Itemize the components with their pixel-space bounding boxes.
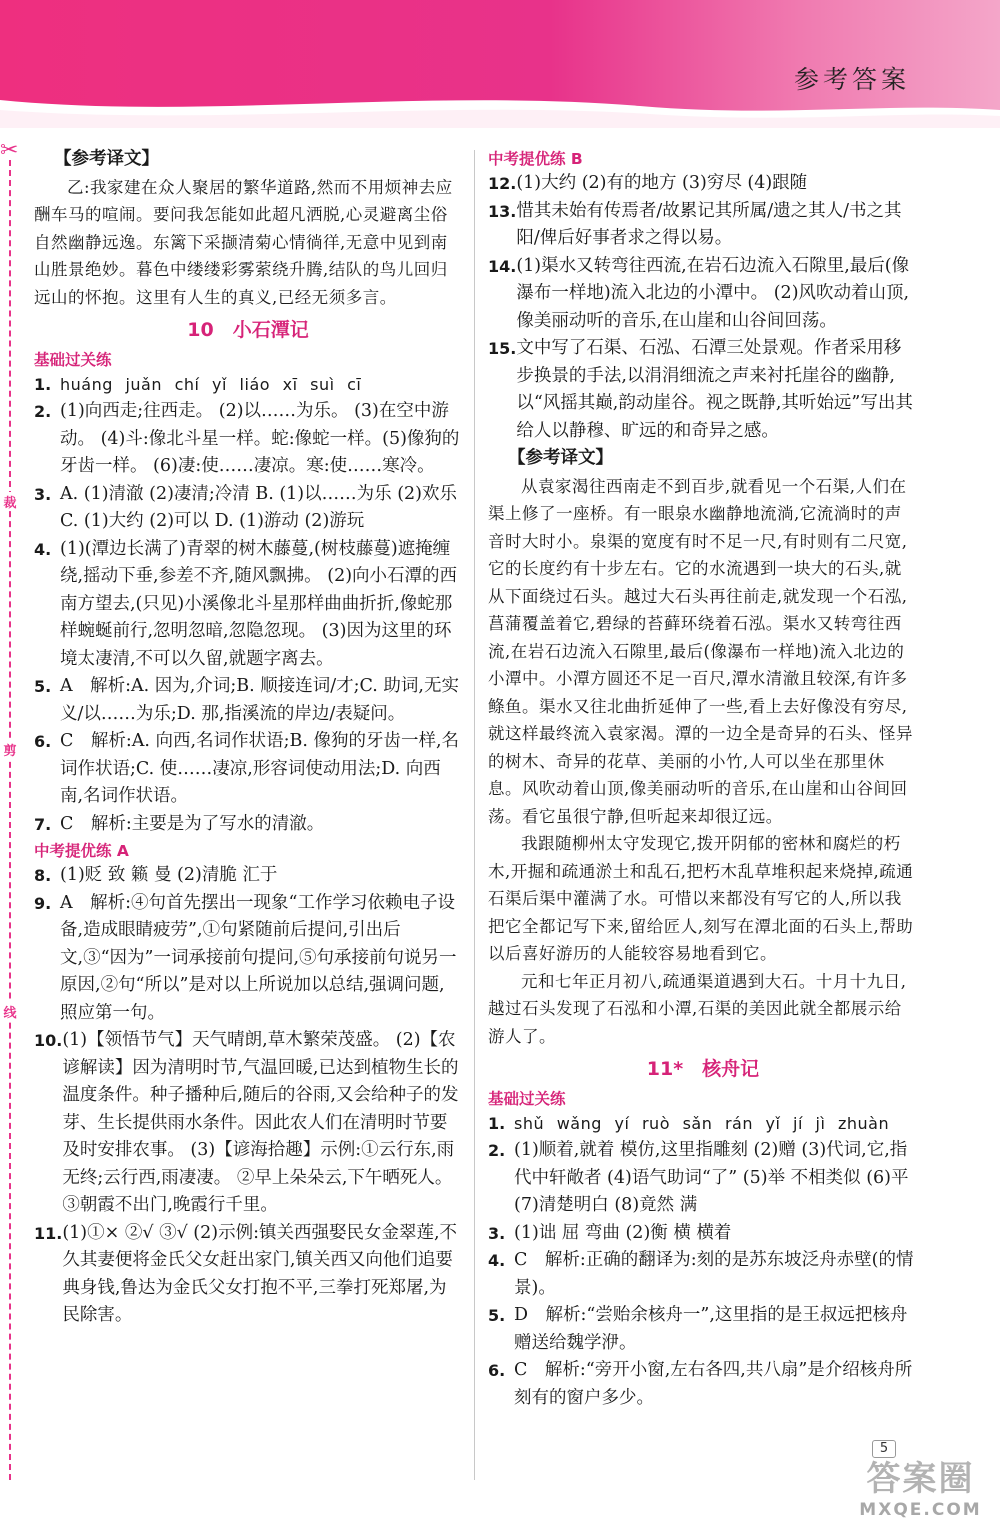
section-advanced-b: 中考提优练 B xyxy=(488,150,583,168)
watermark-logo: 答案圈 xyxy=(866,1459,975,1499)
item-text: C 解析:“旁开小窗,左右各四,共八扇”是介绍核舟所刻有的窗户多少。 xyxy=(514,1360,913,1408)
item-text: (1)顺着,就着 模仿,这里指雕刻 (2)赠 (3)代词,它,指代中轩敞者 (4)语气助词“了” (5)举 不相类似 (6)平 (7)清楚明白 (8)竟然 满 xyxy=(514,1140,909,1215)
item-number: 11. xyxy=(34,1223,63,1243)
watermark-url: MXQE.COM xyxy=(859,1500,982,1520)
right-column xyxy=(488,146,918,1412)
answer-item xyxy=(34,398,462,481)
answer-item xyxy=(34,536,462,674)
item-text: A. (1)清澈 (2)凄清;冷清 B. (1)以……为乐 (2)欢乐 C. (1)大约 (2)可以 D. (1)游动 (2)游玩 xyxy=(60,483,457,531)
item-number: 5. xyxy=(34,677,52,696)
item-text: A 解析:④句首先摆出一现象“工作学习依赖电子设备,造成眼睛疲劳”,①句紧随前后提问,引出后文,③“因为”一词承接前句提问,⑤句承接前句说另一原因,②句“所以”是对以上所说加以总结,强调问题,照应第一句。 xyxy=(60,892,457,1023)
watermark xyxy=(848,1458,993,1528)
item-number: 10. xyxy=(34,1031,63,1050)
answer-item xyxy=(488,1137,918,1220)
item-number: 4. xyxy=(488,1251,506,1270)
page-header xyxy=(0,0,1000,128)
answer-item xyxy=(34,1220,462,1330)
item-text: (1)贬 致 籁 曼 (2)清脆 汇于 xyxy=(60,865,278,885)
lesson-10-title: 10 小石潭记 xyxy=(187,319,309,341)
item-number: 5. xyxy=(488,1306,506,1325)
reference-translation-label: 【参考译文】 xyxy=(54,149,159,169)
item-number: 14. xyxy=(488,256,517,276)
cut-mark-xian: 线 xyxy=(1,1002,19,1021)
item-number: 13. xyxy=(488,201,517,221)
item-text: A 解析:A. 因为,介词;B. 顺接连词/才;C. 助词,无实义/以……为乐;D. 那,指溪流的岸边/表疑问。 xyxy=(60,676,459,724)
answer-item xyxy=(488,1247,918,1302)
cut-mark-jian: 剪 xyxy=(1,740,19,759)
item-number: 9. xyxy=(34,893,52,913)
item-text: D 解析:“尝贻余核舟一”,这里指的是王叔远把核舟赠送给魏学洢。 xyxy=(514,1305,908,1353)
item-text: (1)诎 屈 弯曲 (2)衡 横 横着 xyxy=(514,1222,732,1243)
answer-item xyxy=(34,862,462,890)
answer-item xyxy=(488,198,918,253)
item-number: 15. xyxy=(488,339,517,358)
item-number: 1. xyxy=(488,1113,506,1133)
answer-item xyxy=(34,371,462,399)
reference-translation-text: 元和七年正月初八,疏通渠道遇到大石。十月十九日,越过石头发现了石泓和小潭,石渠的美因此就全都展示给游人了。 xyxy=(488,971,907,1046)
section-basic-practice: 基础过关练 xyxy=(488,1089,566,1108)
item-text: huáng juǎn chí yǐ liáo xī suì cī xyxy=(60,374,362,394)
item-text: (1)渠水又转弯往西流,在岩石边流入石隙里,最后(像瀑布一样地)流入北边的小潭中。 (2)风吹动着山顶,像美丽动听的音乐,在山崖和山谷间回荡。 xyxy=(516,255,910,331)
item-number: 12. xyxy=(488,174,517,193)
lesson-11-title: 11* 核舟记 xyxy=(646,1058,760,1080)
item-number: 7. xyxy=(34,814,52,834)
reference-translation-label: 【参考译文】 xyxy=(508,448,613,468)
item-number: 1. xyxy=(34,374,52,394)
answer-item xyxy=(488,335,918,445)
answer-item xyxy=(488,1302,918,1357)
item-text: (1)①× ②√ ③√ (2)示例:镇关西强娶民女金翠莲,不久其妻便将金氏父女赶出家门,镇关西又向他们追要典身钱,鲁达为金氏父女打抱不平,三拳打死郑屠,为民除害。 xyxy=(62,1222,458,1325)
section-basic-practice: 基础过关练 xyxy=(34,350,112,369)
item-text: (1)大约 (2)有的地方 (3)穷尽 (4)跟随 xyxy=(516,173,808,193)
item-text: C 解析:正确的翻译为:刻的是苏东坡泛舟赤壁(的情景)。 xyxy=(514,1250,914,1298)
item-text: 文中写了石渠、石泓、石潭三处景观。作者采用移步换景的手法,以涓涓细流之声来衬托崖谷的幽静,以“风摇其巅,韵动崖谷。视之既静,其听始远”写出其给人以静穆、旷远的和奇异之感。 xyxy=(516,338,913,441)
item-number: 4. xyxy=(34,539,52,559)
header-title: 参考答案 xyxy=(793,65,910,94)
reference-translation-text: 从袁家渴往西南走不到百步,就看见一个石渠,人们在渠上修了一座桥。有一眼泉水幽静地流淌,它流淌时的声音时大时小。泉渠的宽度有时不足一尺,有时则有二尺宽,它的长度约有十步左右。它的水流遇到一块大的石头,就从下面绕过石头。越过大石头再往前走,就发现一个石泓,菖蒲覆盖着它,碧绿的苔藓环绕着石泓。渠水又转弯往西流,在岩石边流入石隙里,最后(像瀑布一样地)流入北边的小潭中。小潭方圆还不足一百尺,潭水清澈且较深,有许多鲦鱼。渠水又往北曲折延伸了一些,看上去好像没有穷尽,就这样最终流入袁家渴。潭的一边全是奇异的石头、怪异的树木、奇异的花草、美丽的小竹,人可以坐在那里休息。风吹动着山顶,像美丽动听的音乐,在山崖和山谷间回荡。看它虽很宁静,但听起来却很辽远。 xyxy=(488,476,913,826)
item-text: 惜其未始有传焉者/故累记其所属/遗之其人/书之其阳/俾后好事者求之得以易。 xyxy=(516,200,902,248)
scissors-icon: ✂ xyxy=(0,138,19,163)
item-text: (1)向西走;往西走。 (2)以……为乐。 (3)在空中游动。 (4)斗:像北斗星一样。蛇:像蛇一样。(5)像狗的牙齿一样。 (6)凄:使……凄凉。寒:使……寒冷。 xyxy=(60,401,460,476)
item-text: (1)(潭边长满了)青翠的树木藤蔓,(树枝藤蔓)遮掩缠绕,摇动下垂,参差不齐,随风飘拂。 (2)向小石潭的西南方望去,(只见)小溪像北斗星那样曲曲折折,像蛇那样蜿蜒前行,忽明忽暗,忽隐忽现。 (3)因为这里的环境太凄清,不可以久留,就题字离去。 xyxy=(60,538,458,669)
item-number: 8. xyxy=(34,866,52,885)
answer-item xyxy=(488,1110,918,1138)
answer-item xyxy=(34,811,462,839)
answer-item xyxy=(488,1220,918,1248)
answer-item xyxy=(34,728,462,811)
item-number: 2. xyxy=(488,1141,506,1160)
item-number: 6. xyxy=(488,1361,506,1380)
item-number: 2. xyxy=(34,402,52,421)
item-text: C 解析:A. 向西,名词作状语;B. 像狗的牙齿一样,名词作状语;C. 使……凄凉,形容词使动用法;D. 向西南,名词作状语。 xyxy=(60,731,460,806)
section-advanced-a: 中考提优练 A xyxy=(34,842,129,860)
answer-item xyxy=(488,170,918,198)
answer-item xyxy=(34,890,462,1028)
answer-item xyxy=(34,673,462,728)
reference-translation-text: 我跟随柳州太守发现它,拨开阴郁的密林和腐烂的朽木,开掘和疏通淤土和乱石,把朽木乱草堆积起来烧掉,疏通石渠后渠中灌满了水。可惜以来都没有写它的人,所以我把它全都记写下来,留给匠人,刻写在潭北面的石头上,帮助以后喜好游历的人能较容易地看到它。 xyxy=(488,834,914,963)
item-text: C 解析:主要是为了写水的清澈。 xyxy=(60,813,325,834)
cut-mark-cai: 裁 xyxy=(1,492,19,511)
left-column xyxy=(34,146,462,1330)
answer-item xyxy=(34,1027,462,1220)
item-text: (1)【领悟节气】天气晴朗,草木繁荣茂盛。 (2)【农谚解读】因为清明时节,气温回暖,已达到植物生长的温度条件。种子播种后,随后的谷雨,又会给种子的发芽、生长提供雨水条件。因此农人们在清明时节要及时安排农事。 (3)【谚海拾趣】示例:①云行东,雨无终;云行西,雨凄凄。 ②早上朵朵云,下午晒死人。 ③朝霞不出门,晚霞行千里。 xyxy=(62,1030,459,1215)
reference-translation-text: 乙:我家建在众人聚居的繁华道路,然而不用烦神去应酬车马的喧闹。要问我怎能如此超凡洒脱,心灵避离尘俗自然幽静远逸。东篱下采撷清菊心情徜徉,无意中见到南山胜景绝妙。暮色中缕缕彩雾萦绕升腾,结队的鸟儿回归远山的怀抱。这里有人生的真义,已经无须多言。 xyxy=(34,177,453,307)
answer-item xyxy=(488,1357,918,1412)
column-divider xyxy=(474,150,475,1480)
item-number: 6. xyxy=(34,732,52,751)
answer-item xyxy=(34,481,462,536)
answer-item xyxy=(488,253,918,336)
page-number: 5 xyxy=(872,1440,896,1458)
item-text: shǔ wǎng yí ruò sǎn rán yǐ jí jì zhuàn xyxy=(514,1113,890,1133)
item-number: 3. xyxy=(488,1223,506,1243)
cut-line xyxy=(9,160,11,1480)
item-number: 3. xyxy=(34,484,52,504)
